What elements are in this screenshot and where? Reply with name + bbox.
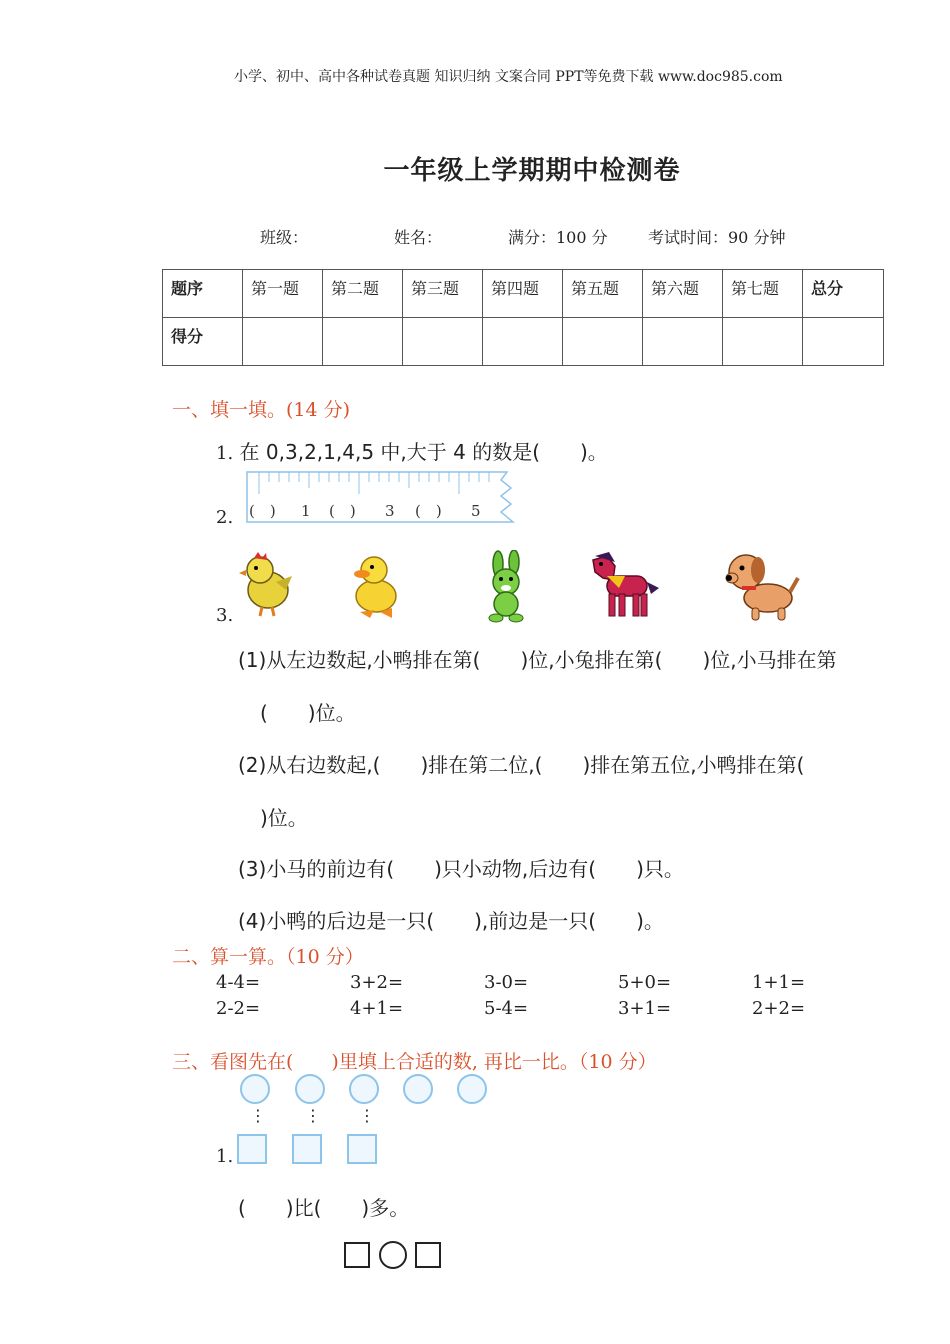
ruler-label: 5 bbox=[471, 502, 481, 520]
score-table-header-cell: 第五题 bbox=[563, 270, 643, 318]
question-3-2-line1: (2)从右边数起,( )排在第二位,( )排在第五位,小鸭排在第( bbox=[238, 753, 805, 777]
question-number: 3. bbox=[216, 605, 234, 626]
score-cell[interactable] bbox=[243, 318, 323, 366]
ruler-label: ( ) bbox=[415, 502, 442, 520]
square-shape bbox=[237, 1134, 267, 1164]
compare-circle[interactable] bbox=[379, 1241, 407, 1269]
question-3-4: (4)小鸭的后边是一只( ),前边是一只( )。 bbox=[238, 909, 664, 933]
score-table-header-cell: 第七题 bbox=[723, 270, 803, 318]
section1-title: 一、填一填。(14 分) bbox=[172, 399, 351, 421]
circle-shape bbox=[295, 1074, 325, 1104]
score-table-header-cell: 第三题 bbox=[403, 270, 483, 318]
math-problem: 4-4= bbox=[216, 972, 261, 993]
name-field-label: 姓名： bbox=[394, 228, 443, 247]
score-cell[interactable] bbox=[563, 318, 643, 366]
square-shape bbox=[347, 1134, 377, 1164]
score-table-header-cell: 题序 bbox=[163, 270, 243, 318]
circle-shape bbox=[403, 1074, 433, 1104]
math-problem: 2-2= bbox=[216, 998, 261, 1019]
dotted-connector: ⋮ bbox=[305, 1106, 321, 1125]
math-problem: 4+1= bbox=[350, 998, 404, 1019]
math-problem: 3+1= bbox=[618, 998, 672, 1019]
question-1-text: 在 0,3,2,1,4,5 中,大于 4 的数是( )。 bbox=[239, 440, 608, 464]
score-cell[interactable] bbox=[483, 318, 563, 366]
ruler-label: 3 bbox=[385, 502, 395, 520]
question-3-3: (3)小马的前边有( )只小动物,后边有( )只。 bbox=[238, 857, 684, 881]
ruler-label: ( ) bbox=[249, 502, 276, 520]
full-score-label: 满分：100 分 bbox=[508, 228, 608, 247]
rabbit-icon bbox=[480, 550, 534, 624]
answer-box[interactable] bbox=[344, 1242, 370, 1268]
math-problem: 3+2= bbox=[350, 972, 404, 993]
question-1 bbox=[216, 436, 608, 465]
circle-shape bbox=[349, 1074, 379, 1104]
score-table-header-cell: 第一题 bbox=[243, 270, 323, 318]
class-field-label: 班级： bbox=[260, 228, 309, 247]
score-cell[interactable] bbox=[323, 318, 403, 366]
exam-time-label: 考试时间：90 分钟 bbox=[648, 228, 786, 247]
question-number: 1. bbox=[216, 443, 234, 464]
chicken-icon bbox=[236, 550, 296, 618]
math-problem: 5-4= bbox=[484, 998, 529, 1019]
dotted-connector: ⋮ bbox=[250, 1106, 266, 1125]
ruler-label: ( ) bbox=[329, 502, 356, 520]
score-table bbox=[162, 269, 884, 366]
question-3-1-line2: ( )位。 bbox=[260, 701, 356, 725]
score-cell[interactable] bbox=[643, 318, 723, 366]
score-table-header-cell: 总分 bbox=[803, 270, 884, 318]
horse-icon bbox=[585, 552, 661, 622]
score-table-header-cell: 第二题 bbox=[323, 270, 403, 318]
ruler-label: 1 bbox=[301, 502, 311, 520]
dog-icon bbox=[724, 548, 800, 622]
ruler-image bbox=[245, 470, 520, 526]
compare-sentence: ( )比( )多。 bbox=[238, 1196, 410, 1220]
page-header: 小学、初中、高中各种试卷真题 知识归纳 文案合同 PPT等免费下载 www.doc985.com bbox=[234, 69, 783, 85]
question-3-1-line1: (1)从左边数起,小鸭排在第( )位,小兔排在第( )位,小马排在第 bbox=[238, 648, 837, 672]
math-problem: 1+1= bbox=[752, 972, 806, 993]
square-shape bbox=[292, 1134, 322, 1164]
math-problem: 3-0= bbox=[484, 972, 529, 993]
score-cell[interactable] bbox=[723, 318, 803, 366]
score-table-score-row bbox=[163, 318, 884, 366]
circle-shape bbox=[240, 1074, 270, 1104]
duck-icon bbox=[348, 550, 402, 620]
score-row-label: 得分 bbox=[163, 318, 243, 366]
score-table-header-cell: 第六题 bbox=[643, 270, 723, 318]
section3-title: 三、看图先在( )里填上合适的数, 再比一比。（10 分） bbox=[172, 1051, 657, 1073]
page-title: 一年级上学期期中检测卷 bbox=[383, 156, 681, 186]
dotted-connector: ⋮ bbox=[359, 1106, 375, 1125]
question-number: 2. bbox=[216, 507, 234, 528]
question-number: 1. bbox=[216, 1146, 234, 1167]
answer-box[interactable] bbox=[415, 1242, 441, 1268]
score-cell[interactable] bbox=[403, 318, 483, 366]
section2-title: 二、算一算。（10 分） bbox=[172, 946, 364, 968]
circle-shape bbox=[457, 1074, 487, 1104]
question-3-2-line2: )位。 bbox=[260, 806, 308, 830]
math-problem: 5+0= bbox=[618, 972, 672, 993]
score-cell[interactable] bbox=[803, 318, 884, 366]
score-table-header-cell: 第四题 bbox=[483, 270, 563, 318]
score-table-header-row bbox=[163, 270, 884, 318]
math-problem: 2+2= bbox=[752, 998, 806, 1019]
